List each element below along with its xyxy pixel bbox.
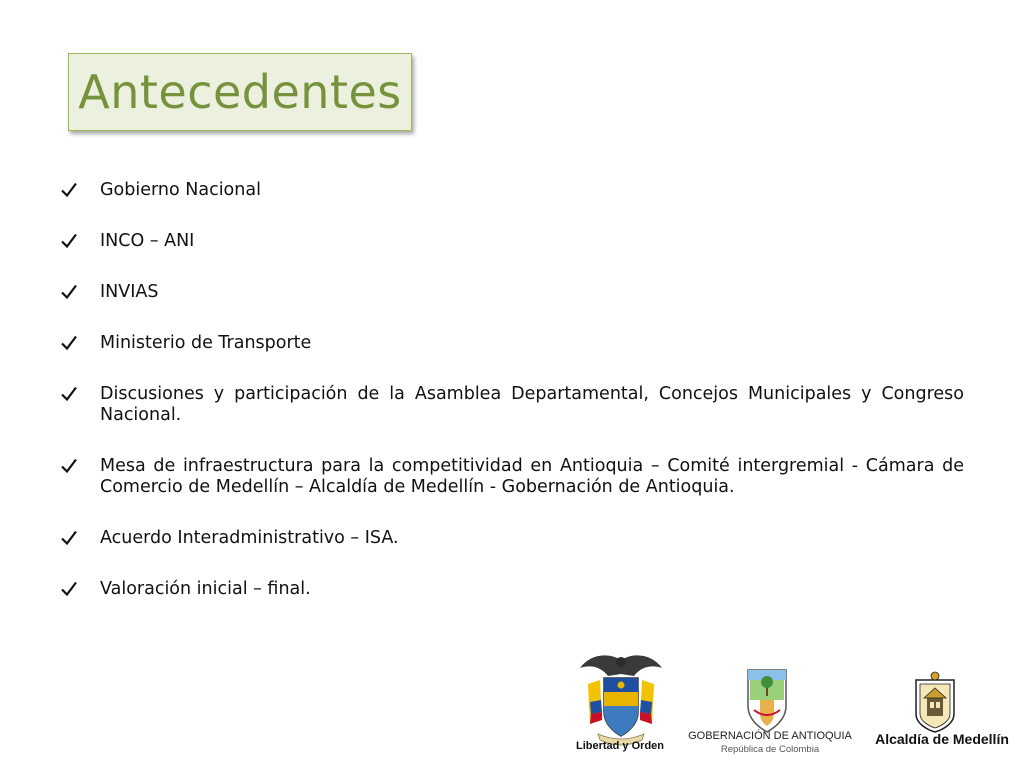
check-icon [60,457,78,475]
check-icon [60,580,78,598]
bullet-text: Ministerio de Transporte [100,333,312,353]
list-item [60,579,964,600]
gobernacion-caption [686,730,854,756]
check-icon [60,181,78,199]
gobernacion-title: GOBERNACIÓN DE ANTIOQUIA [688,730,852,742]
check-icon [60,334,78,352]
bullet-list [60,180,964,630]
list-item [60,180,964,201]
list-item [60,456,964,498]
list-item [60,333,964,354]
list-item [60,282,964,303]
title-box [68,53,412,131]
bullet-text: Mesa de infraestructura para la competitividad en Antioquia – Comité intergremial - Cámara de Comercio de Medellín – Alcaldía de Medellín - Gobernación de Antioquia. [100,456,964,497]
bullet-text: Discusiones y participación de la Asamblea Departamental, Concejos Municipales y Congreso Nacional. [100,384,964,425]
bullet-text: INVIAS [100,282,159,302]
bullet-text: Acuerdo Interadministrativo – ISA. [100,528,399,548]
list-item [60,384,964,426]
bullet-text: Valoración inicial – final. [100,579,311,599]
check-icon [60,232,78,250]
alcaldia-medellin-logo [910,670,960,734]
list-item [60,231,964,252]
medellin-caption: Alcaldía de Medellín [875,731,1009,747]
logo-strip [570,648,1020,763]
check-icon [60,529,78,547]
escudo-caption: Libertad y Orden [575,740,665,752]
bullet-text: INCO – ANI [100,231,195,251]
slide-title: Antecedentes [78,65,402,119]
gobernacion-subtitle: República de Colombia [720,744,820,755]
check-icon [60,385,78,403]
bullet-text: Gobierno Nacional [100,180,261,200]
check-icon [60,283,78,301]
list-item [60,528,964,549]
